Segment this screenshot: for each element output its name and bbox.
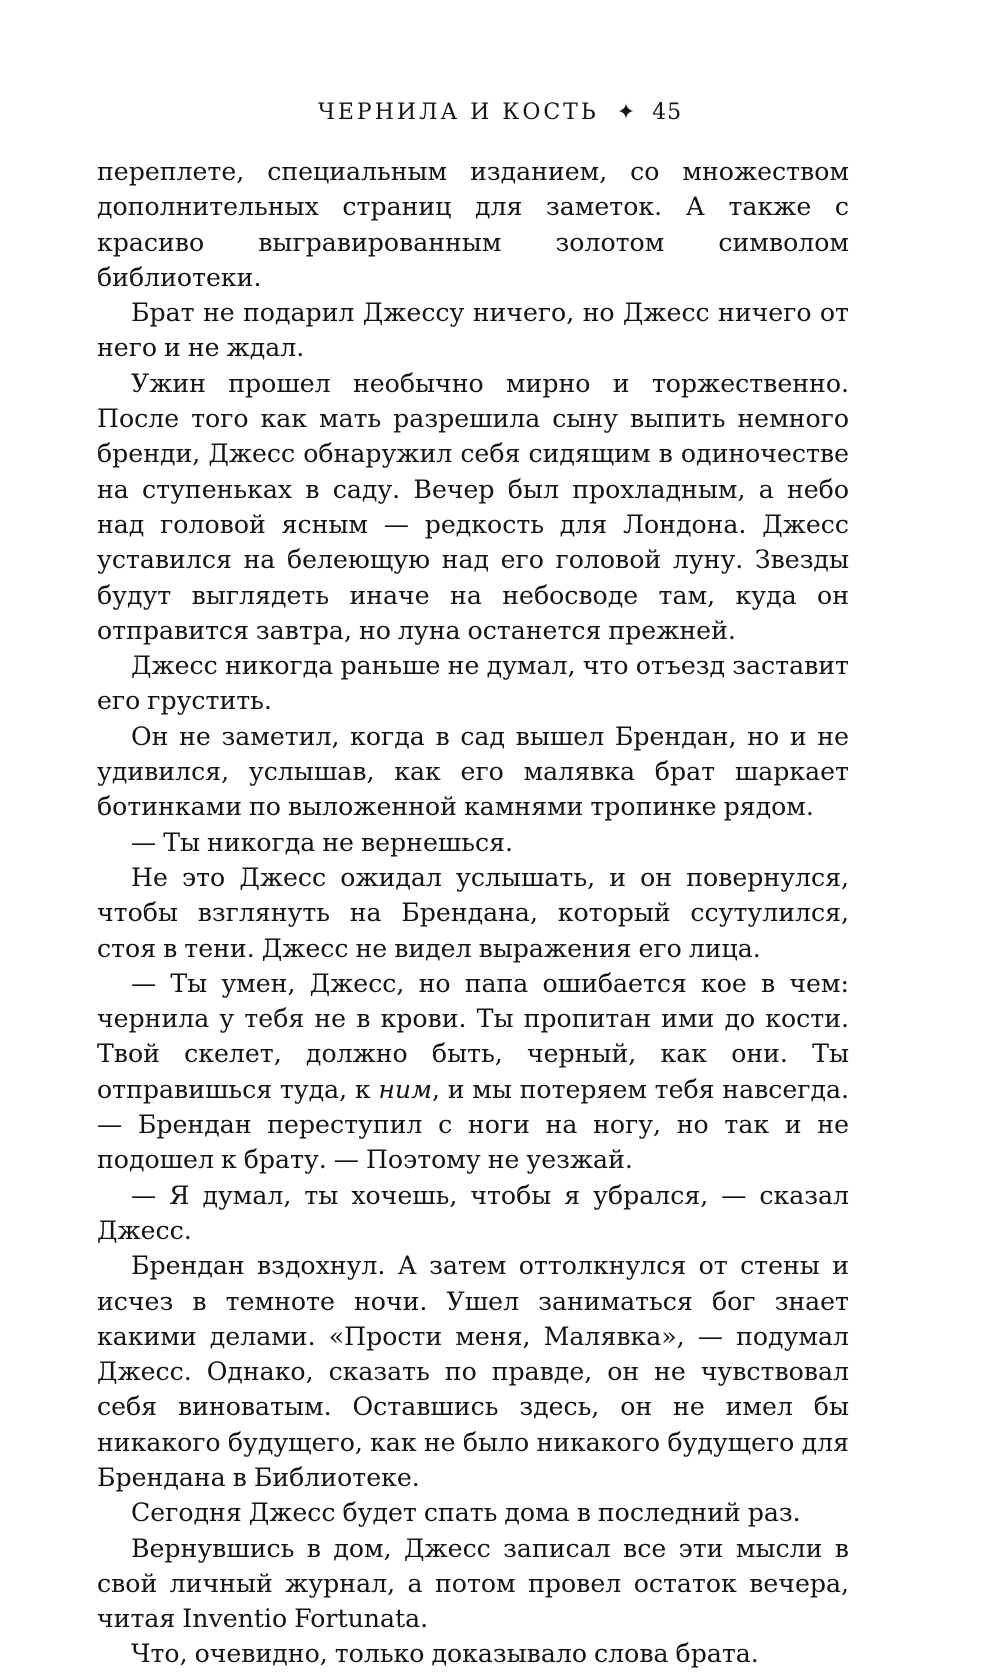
dialogue-line: — Ты никогда не вернешься.	[131, 827, 513, 857]
star-ornament-icon: ✦	[616, 100, 639, 125]
paragraph-12: Вернувшись в дом, Джесс записал все эти мысли в свой личный журнал, а потом провел остаток вечера, читая Inventio Fortunata.	[97, 1533, 849, 1634]
paragraph-8-start: — Ты умен, Джесс, но папа ошибается кое в чем: чернила у тебя не в крови. Ты пропитан ими до кости. Твой скелет, должно быть, черный, как они. Ты отправишься туда, к	[97, 968, 849, 1104]
paragraph-8-end: , и мы потеряем тебя навсегда. — Брендан переступил с ноги на ногу, но так и не подошел к брату. — Поэтому не уезжай.	[97, 1074, 850, 1175]
paragraph-4: Джесс никогда раньше не думал, что отъезд заставит его грустить.	[97, 651, 849, 716]
paragraph-5: Он не заметил, когда в сад вышел Брендан, но и не удивился, услышав, как его малявка брат шаркает ботинками по выложенной камнями тропинке рядом.	[97, 721, 849, 822]
book-title: ЧЕРНИЛА И КОСТЬ	[317, 100, 599, 125]
paragraph-2: Брат не подарил Джессу ничего, но Джесс ничего от него и не ждал.	[97, 298, 849, 363]
paragraph-1: переплете, специальным изданием, со множеством дополнительных страниц для заметок. А также с красиво выгравированным золотом символом библиотеки.	[97, 157, 849, 292]
paragraph-8	[97, 966, 849, 1178]
body-text	[97, 154, 849, 1672]
page-number: 45	[652, 100, 683, 125]
paragraph-9: — Я думал, ты хочешь, чтобы я убрался, — сказал Джесс.	[97, 1180, 849, 1245]
running-head	[0, 100, 1000, 125]
paragraph-3: Ужин прошел необычно мирно и торжественно. После того как мать разрешила сыну выпить немного бренди, Джесс обнаружил себя сидящим в одиночестве на ступеньках в саду. Вечер был прохладным, а небо над головой ясным — редкость для Лондона. Джесс уставился на белеющую над его головой луну. Звезды будут выглядеть иначе на небосводе там, куда он отправится завтра, но луна останется прежней.	[97, 368, 849, 645]
paragraph-7: Не это Джесс ожидал услышать, и он повернулся, чтобы взглянуть на Брендана, который ссутулился, стоя в тени. Джесс не видел выражения его лица.	[97, 862, 849, 963]
paragraph-13: Что, очевидно, только доказывало слова брата.	[131, 1639, 759, 1669]
italic-emphasis: ним	[378, 1074, 433, 1104]
paragraph-10: Брендан вздохнул. А затем оттолкнулся от стены и исчез в темноте ночи. Ушел заниматься бог знает какими делами. «Прости меня, Малявка», — подумал Джесс. Однако, сказать по правде, он не чувствовал себя виноватым. Оставшись здесь, он не имел бы никакого будущего, как не было никакого будущего для Брендана в Библиотеке.	[97, 1251, 849, 1492]
paragraph-11: Сегодня Джесс будет спать дома в последний раз.	[131, 1498, 801, 1528]
